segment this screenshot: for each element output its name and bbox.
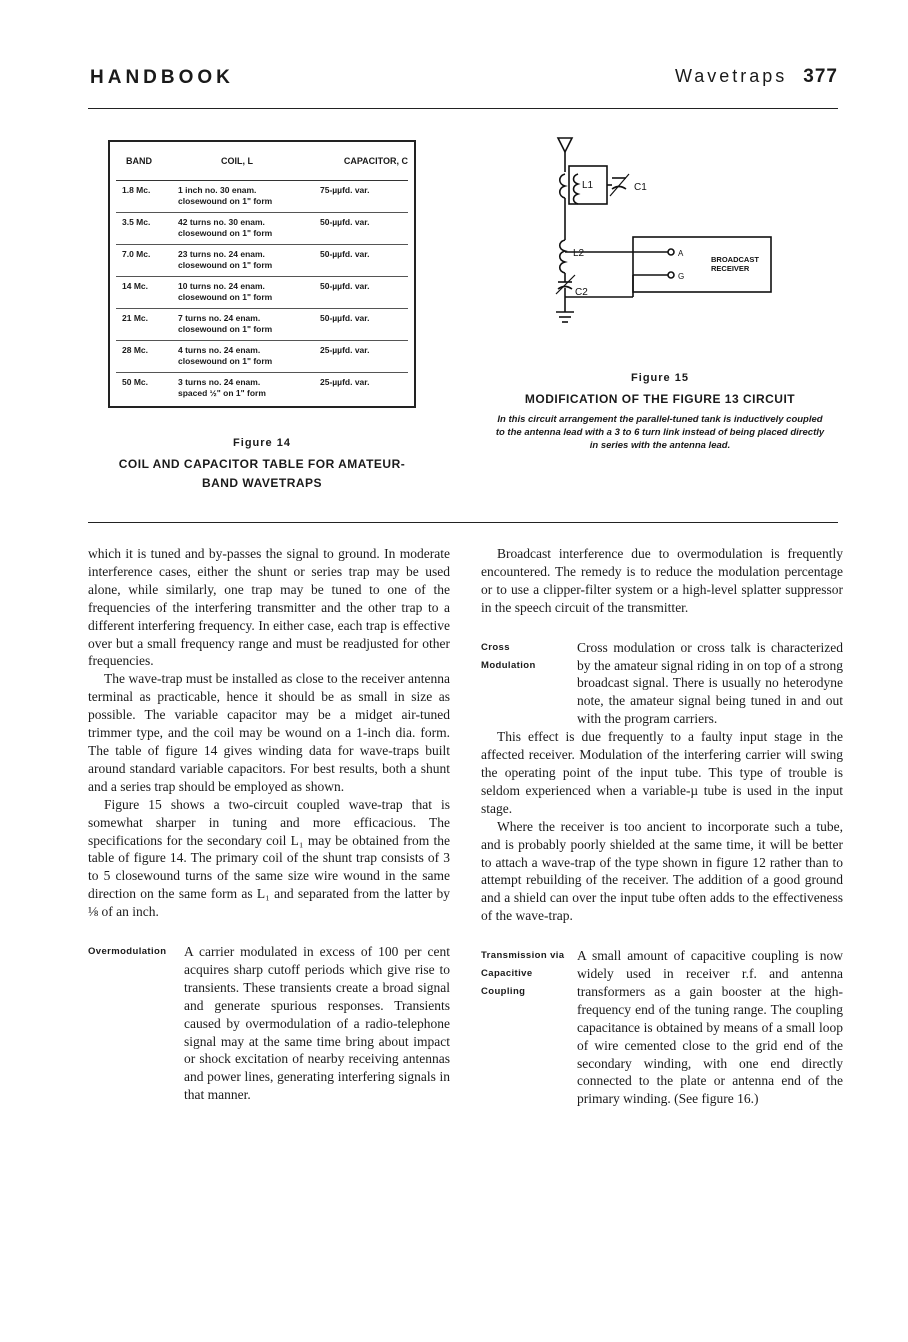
cell-band: 14 Mc. [122, 281, 148, 291]
figure-14-label: Figure 14 [233, 437, 291, 449]
cell-coil: 3 turns no. 24 enam. spaced ½" on 1" form [178, 377, 266, 398]
header-rule [88, 108, 838, 109]
label-a: A [678, 249, 684, 258]
table-row [116, 373, 408, 405]
table-row [116, 309, 408, 341]
cell-capacitor: 50-µµfd. var. [320, 313, 370, 323]
figure-15-title: MODIFICATION OF THE FIGURE 13 CIRCUIT [524, 392, 796, 406]
figure-15-description: In this circuit arrangement the parallel-tuned tank is inductively coupled to the antenna lead with a 3 to 6 turn link instead of being placed directly in series with the antenna lead. [495, 414, 825, 451]
receiver-label-line1: BROADCAST [711, 255, 759, 264]
cross-modulation-section [481, 639, 843, 729]
cell-band: 21 Mc. [122, 313, 148, 323]
cell-band: 1.8 Mc. [122, 185, 151, 195]
running-header-book: HANDBOOK [90, 67, 234, 88]
coil-l1-icon [574, 174, 579, 204]
paragraph: which it is tuned and by-passes the signal to ground. In moderate interference cases, either the shunt or series trap may be used alone, while similarly, one trap may be tuned to one of the frequencies of the interfering transmitter and the other trap to a different interfering frequency. In either case, each trap is effective over but a small frequency range and must be readjusted for other frequencies. [88, 546, 450, 669]
side-heading-transmission [481, 947, 577, 1108]
capacitive-coupling-section [481, 947, 843, 1108]
table-row [116, 181, 408, 213]
side-heading-line: Cross [481, 641, 510, 653]
cell-band: 50 Mc. [122, 377, 148, 387]
paragraph: Figure 15 shows a two-circuit coupled wave-trap that is somewhat sharper in tuning and more efficacious. The specifications for the secondary coil L₁ may be obtained from the table of figure 14. The primary coil of the shunt trap consists of 3 to 5 closewound turns of the same size wire wound in the same direction on the same form as L₁ and separated from the latter by ⅛ of an inch. [88, 796, 450, 920]
coil-capacitor-table [108, 140, 416, 408]
cell-coil: 10 turns no. 24 enam. closewound on 1" form [178, 281, 273, 302]
paragraph: The wave-trap must be installed as close to the receiver antenna terminal as practicable, hence it should be as small in size as possible. The variable capacitor may be a midget air-tuned trimmer type, and the coil may be wound on a 1-inch dia. form. The table of figure 14 gives winding data for wave-traps built around standard variable capacitors. For best results, both a shunt and a series trap should be employed as shown. [88, 671, 450, 794]
ground-icon [556, 312, 574, 322]
receiver-label-line2: RECEIVER [711, 264, 750, 273]
coil-l2-icon [560, 240, 565, 273]
cell-coil: 1 inch no. 30 enam. closewound on 1" form [178, 185, 273, 206]
table-row [116, 213, 408, 245]
paragraph: Broadcast interference due to overmodulation is frequently encountered. The remedy is to reduce the modulation percentage or to use a clipper-filter system or a high-level splatter suppressor in the speech circuit of the transmitter. [481, 546, 843, 615]
cell-coil: 7 turns no. 24 enam. closewound on 1" form [178, 313, 273, 334]
paragraph: This effect is due frequently to a faulty input stage in the affected receiver. Modulation of the interfering carrier will swing the operating point of the input tube. This type of trouble is seldom experienced when a variable-µ tube is used in the input stage. [481, 729, 843, 816]
cell-capacitor: 50-µµfd. var. [320, 249, 370, 259]
cell-capacitor: 50-µµfd. var. [320, 217, 370, 227]
wavetrap-schematic [548, 132, 798, 337]
cell-capacitor: 25-µµfd. var. [320, 377, 370, 387]
header-band: BAND [126, 156, 152, 166]
running-header-right [675, 66, 838, 88]
cell-band: 7.0 Mc. [122, 249, 151, 259]
link-coil-icon [560, 174, 565, 198]
capacitor-c1-icon [607, 174, 629, 196]
figure-15-label: Figure 15 [631, 372, 689, 384]
cell-capacitor: 75-µµfd. var. [320, 185, 370, 195]
cell-coil: 42 turns no. 30 enam. closewound on 1" form [178, 217, 273, 238]
section-title: Wavetraps [674, 66, 788, 86]
header-coil: COIL, L [221, 156, 253, 166]
cell-band: 28 Mc. [122, 345, 148, 355]
table-row [116, 341, 408, 373]
overmodulation-section [88, 943, 450, 1104]
broadcast-receiver-box [633, 237, 771, 292]
cell-coil: 4 turns no. 24 enam. closewound on 1" form [178, 345, 273, 366]
side-heading-overmodulation: Overmodulation [88, 946, 167, 958]
paragraph: A small amount of capacitive coupling is now widely used in receiver r.f. and antenna transformers as a gain booster at the high-frequency end of the tuning range. The coupling capacitance is obtained by means of a small loop of wire cemented close to the grid end of the secondary winding, with one end directly connected to the plate or antenna end of the primary winding. (See figure 16.) [577, 948, 843, 1107]
page-number: 377 [803, 66, 838, 87]
header-capacitor: CAPACITOR, C [343, 156, 408, 166]
cell-coil: 23 turns no. 24 enam. closewound on 1" form [178, 249, 273, 270]
figure-15-caption [480, 372, 840, 452]
label-c2: C2 [575, 287, 588, 298]
right-column [481, 545, 843, 1108]
paragraph: A carrier modulated in excess of 100 per cent acquires sharp cutoff periods which give rise to transients. These transients create a broad signal and generate spurious responses. Transients caused by overmodulation of a radio-telephone signal may at the same time bring about impact or shock excitation of nearby receiving antennas and power lines, generating interfering signals in that manner. [184, 944, 450, 1103]
figure-14-title: COIL AND CAPACITOR TABLE FOR AMATEUR-BAND WAVETRAPS [118, 457, 406, 490]
side-heading-line: Capacitive Coupling [481, 968, 533, 997]
label-l1: L1 [582, 180, 594, 191]
label-l2: L2 [573, 248, 585, 259]
label-g: G [678, 272, 685, 281]
terminal-g [668, 272, 674, 278]
table-row [116, 245, 408, 277]
paragraph: Cross modulation or cross talk is characterized by the amateur signal riding in on top of a strong broadcast signal. There is usually no heterodyne note, the amateur signal being tuned in and out with the program carriers. [577, 639, 843, 727]
label-c1: C1 [634, 182, 647, 193]
cell-capacitor: 50-µµfd. var. [320, 281, 370, 291]
side-heading-cross-modulation [481, 639, 577, 729]
table-header [116, 142, 408, 181]
terminal-a [668, 249, 674, 255]
cell-capacitor: 25-µµfd. var. [320, 345, 370, 355]
cell-band: 3.5 Mc. [122, 217, 151, 227]
figure-14-caption [108, 437, 416, 493]
antenna-icon [558, 138, 572, 172]
side-heading-line: Modulation [481, 659, 536, 671]
left-column [88, 545, 450, 1104]
paragraph: Where the receiver is too ancient to incorporate such a tube, and is probably poorly shielded at the same time, it will be better to attach a wave-trap of the type shown in figure 12 rather than to attempt rebuilding of the receiver. The addition of a good ground and a shield can over the input tube often adds to the effectiveness of the wave-trap. [481, 818, 843, 924]
side-heading-line: Transmission via [481, 950, 565, 962]
section-rule [88, 522, 838, 523]
table-row [116, 277, 408, 309]
